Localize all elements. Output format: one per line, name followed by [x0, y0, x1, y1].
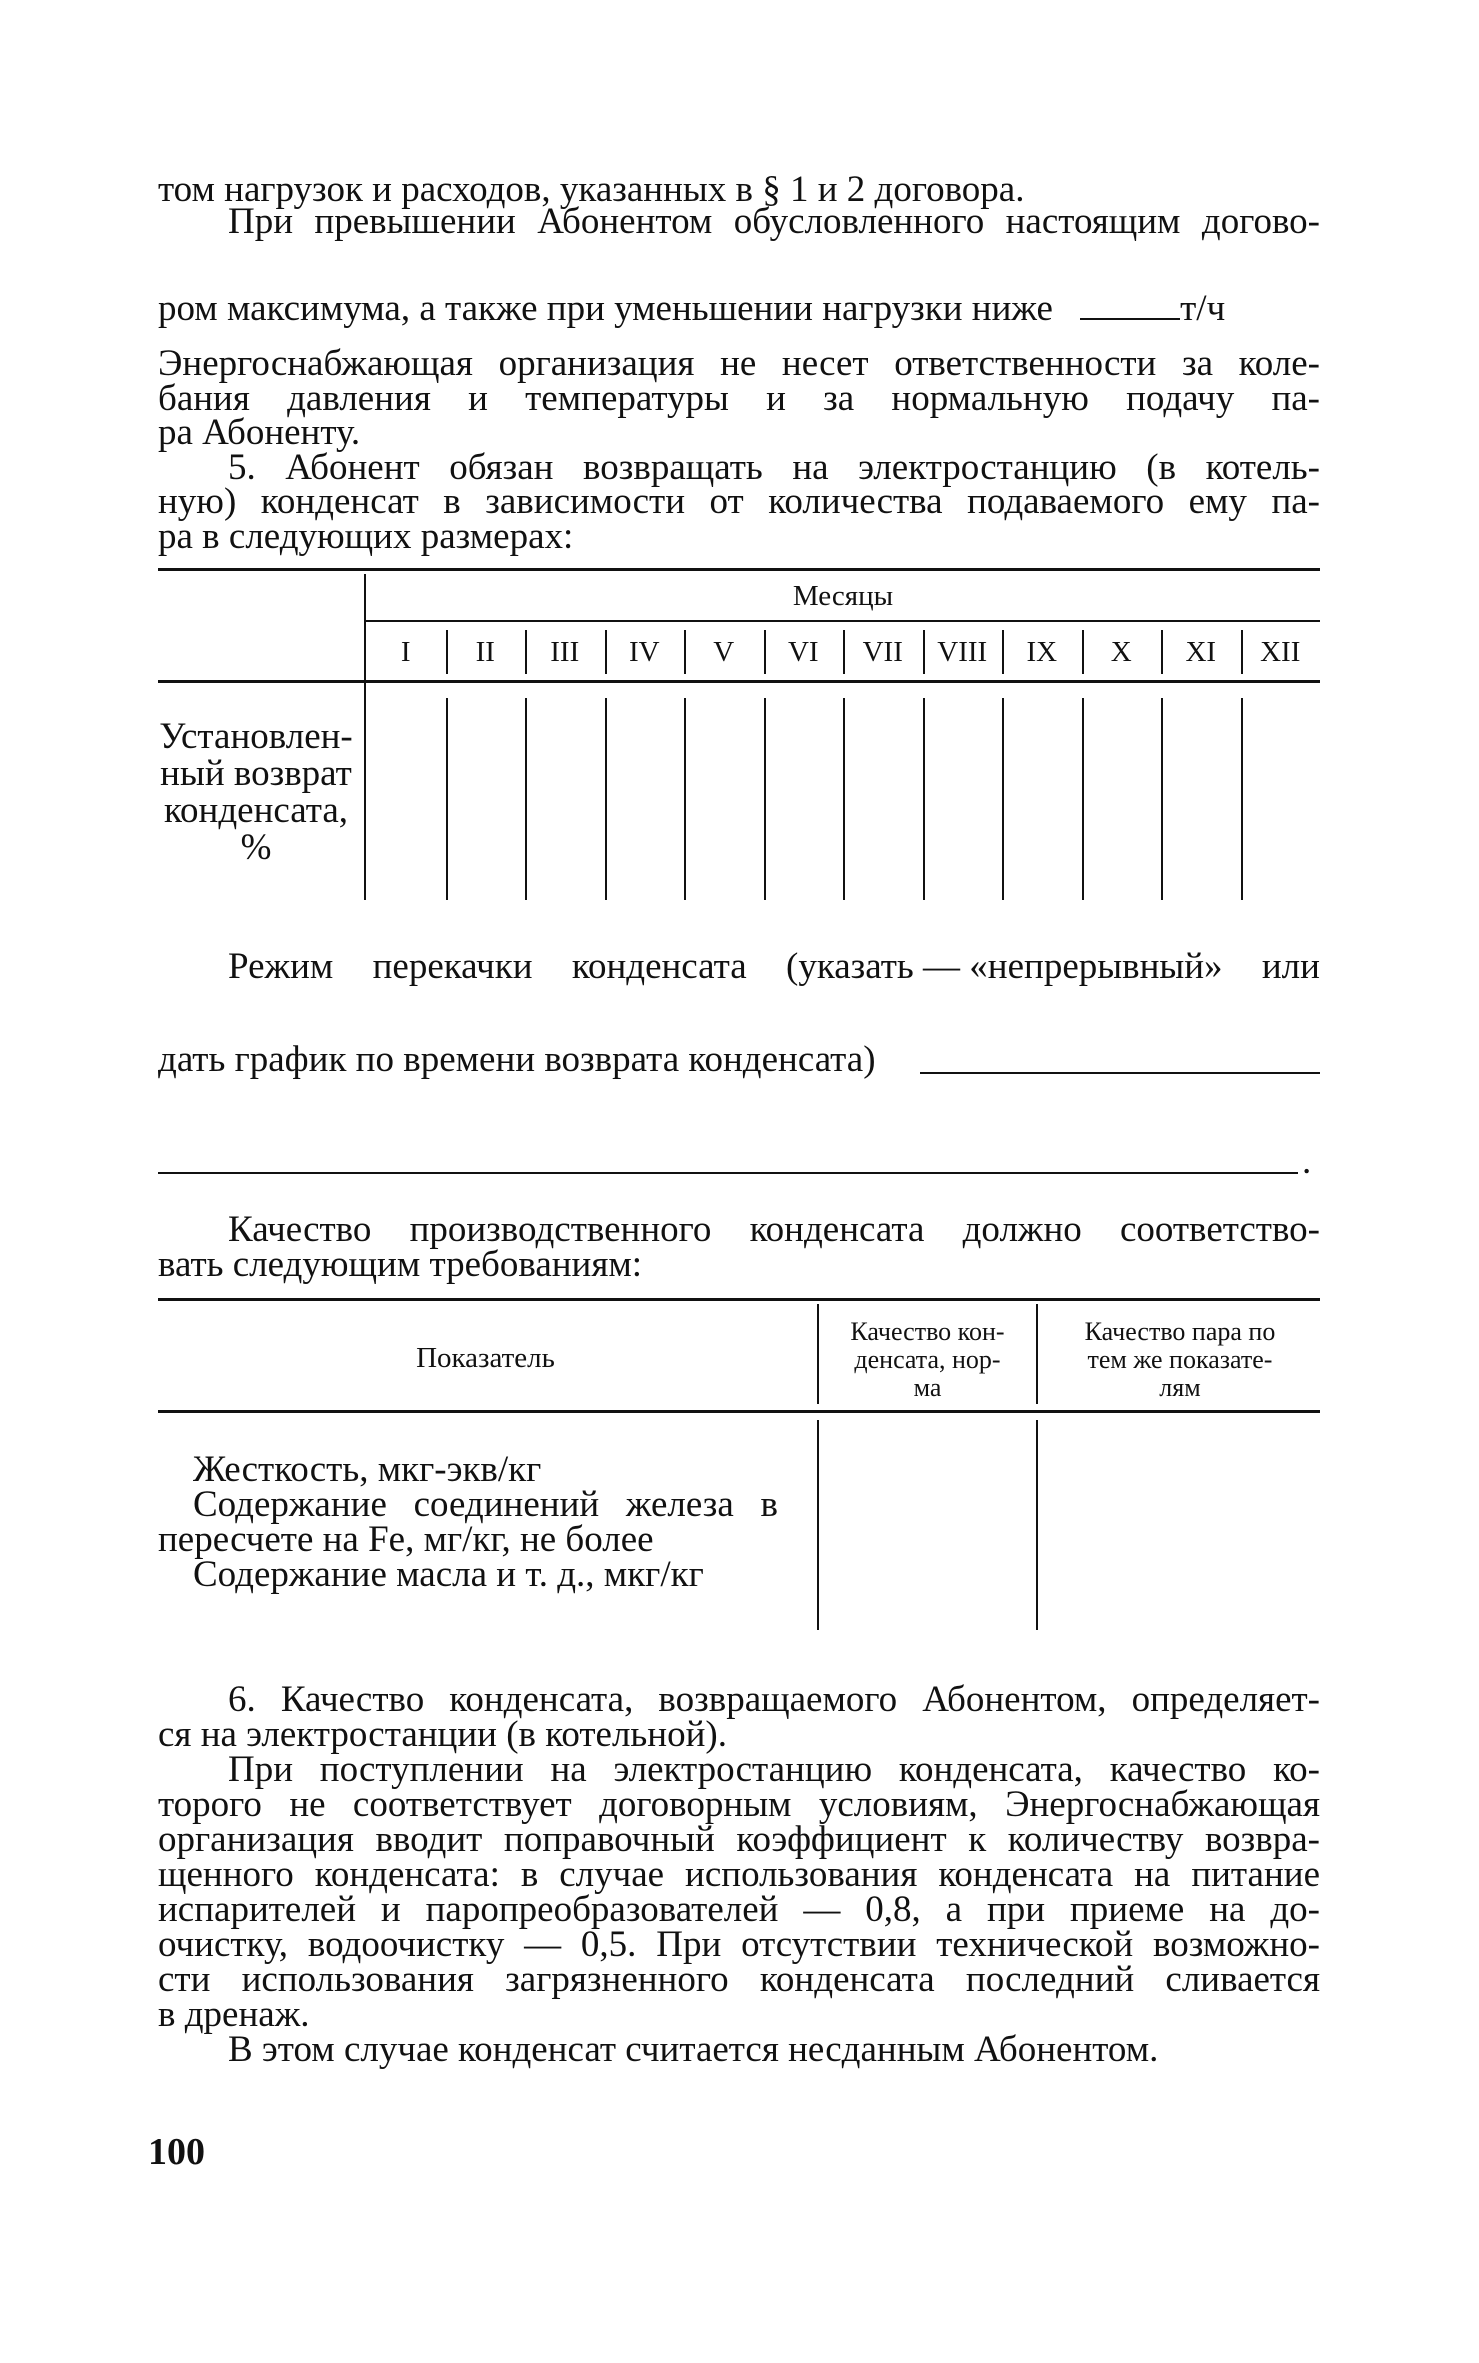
month-header: VI — [787, 636, 819, 668]
month-column-line — [684, 698, 686, 900]
text-line: ра Абоненту. — [158, 412, 361, 453]
text-line: При превышении Абонентом обусловленного настоящим догово- — [228, 201, 1320, 242]
month-column-line — [1082, 698, 1084, 900]
row-label-line: Установлен- — [159, 716, 353, 757]
header-line: лям — [1159, 1373, 1201, 1402]
text-line: При поступлении на электростанцию конденсата, качество ко- — [228, 1749, 1320, 1790]
month-column-line — [446, 698, 448, 900]
row-label-line: ный возврат — [160, 753, 352, 794]
text-line: том нагрузок и расходов, указанных в § 1 и 2 договора. — [158, 169, 1025, 210]
month-header: IV — [628, 636, 660, 668]
month-header: VIII — [937, 636, 988, 668]
month-column-line — [525, 698, 527, 900]
month-header: I — [400, 636, 411, 668]
table-row: Содержание масла и т. д., мкг/кг — [193, 1554, 704, 1595]
month-column-line — [1082, 630, 1084, 674]
fill-in-blank — [1080, 288, 1180, 320]
month-column-line — [1002, 698, 1004, 900]
month-header: VII — [862, 636, 903, 668]
text-fragment: (указать — «непрерывный» — [786, 946, 1223, 987]
month-header: XI — [1185, 636, 1217, 668]
fill-in-blank — [158, 1172, 1298, 1174]
month-column-line — [605, 698, 607, 900]
table-column-line — [364, 574, 366, 900]
month-column-line — [605, 630, 607, 674]
table-rule — [158, 1298, 1320, 1301]
text-line: ся на электростанции (в котельной). — [158, 1714, 727, 1755]
table-column-line — [817, 1304, 819, 1404]
text-line: сти использования загрязненного конденсата последний сливается — [158, 1959, 1320, 2000]
row-label — [150, 718, 362, 866]
table-row: Содержание соединений железа в — [193, 1484, 778, 1525]
month-column-line — [1241, 630, 1243, 674]
month-column-line — [764, 698, 766, 900]
text-fragment: Режим — [228, 946, 334, 987]
month-column-line — [923, 698, 925, 900]
months-group-header: Месяцы — [792, 580, 894, 612]
text-line: Энергоснабжающая организация не несет ответственности за коле- — [158, 343, 1320, 384]
month-header: X — [1110, 636, 1132, 668]
table-column-line — [1036, 1420, 1038, 1630]
text-line-with-blank — [158, 287, 1320, 331]
month-column-line — [1241, 698, 1243, 900]
month-header: II — [475, 636, 495, 668]
row-label-line: конденсата, — [163, 790, 349, 831]
text-fragment: . — [1302, 1141, 1312, 1182]
text-line: торого не соответствует договорным условиям, Энергоснабжающая — [158, 1784, 1320, 1825]
table-rule — [158, 568, 1320, 571]
header-line: ма — [913, 1373, 942, 1402]
table-rule — [158, 680, 1320, 683]
text-line: дать график по времени возврата конденсата) — [158, 1039, 876, 1080]
month-header: III — [550, 636, 580, 668]
text-line: вать следующим требованиям: — [158, 1244, 643, 1285]
table-rule — [158, 1410, 1320, 1413]
text-line: щенного конденсата: в случае использования конденсата на питание — [158, 1854, 1320, 1895]
table-row: Жесткость, мкг-экв/кг — [193, 1449, 542, 1490]
text-line: Качество производственного конденсата должно соответство- — [228, 1209, 1320, 1250]
fill-in-blank — [920, 1072, 1320, 1074]
text-fragment: или — [1261, 946, 1320, 987]
month-column-line — [764, 630, 766, 674]
month-header: V — [713, 636, 735, 668]
header-line: тем же показате- — [1087, 1345, 1273, 1374]
month-column-line — [1161, 630, 1163, 674]
text-line: очистку, водоочистку — 0,5. При отсутствии технической возможно- — [158, 1924, 1320, 1965]
month-column-line — [684, 630, 686, 674]
text-line: ную) конденсат в зависимости от количества подаваемого ему па- — [158, 481, 1320, 522]
month-column-line — [843, 630, 845, 674]
table-rule — [366, 620, 1320, 622]
month-column-line — [1002, 630, 1004, 674]
column-header-indicator: Показатель — [416, 1342, 555, 1374]
column-header-steam-quality — [1040, 1318, 1320, 1402]
month-column-line — [446, 630, 448, 674]
month-header: IX — [1026, 636, 1058, 668]
column-header-condensate-quality — [820, 1318, 1035, 1402]
text-line: бания давления и температуры и за нормальную подачу па- — [158, 378, 1320, 419]
month-column-line — [923, 630, 925, 674]
text-line: испарителей и паропреобразователей — 0,8, а при приеме на до- — [158, 1889, 1320, 1930]
header-line: Качество кон- — [850, 1317, 1005, 1346]
row-label-line: % — [240, 827, 272, 868]
text-fragment: конденсата — [571, 946, 747, 987]
text-fragment: ром максимума, а также при уменьшении нагрузки ниже — [158, 288, 1053, 329]
table-column-line — [1036, 1304, 1038, 1404]
text-line: В этом случае конденсат считается несданным Абонентом. — [228, 2029, 1159, 2070]
table-row: пересчете на Fe, мг/кг, не более — [158, 1519, 654, 1560]
month-column-line — [843, 698, 845, 900]
page-number: 100 — [148, 2131, 205, 2173]
month-column-line — [525, 630, 527, 674]
unit-label: т/ч — [1180, 288, 1226, 329]
month-header: XII — [1260, 636, 1301, 668]
text-line: 6. Качество конденсата, возвращаемого Абонентом, определяет- — [228, 1679, 1320, 1720]
text-line: в дренаж. — [158, 1994, 310, 2035]
text-line: ра в следующих размерах: — [158, 516, 574, 557]
text-line — [158, 945, 1320, 989]
header-line: Качество пара по — [1084, 1317, 1276, 1346]
month-column-line — [1161, 698, 1163, 900]
text-line: организация вводит поправочный коэффициент к количеству возвра- — [158, 1819, 1320, 1860]
text-line: 5. Абонент обязан возвращать на электростанцию (в котель- — [228, 447, 1320, 488]
header-line: денсата, нор- — [854, 1345, 1001, 1374]
table-column-line — [817, 1420, 819, 1630]
text-fragment: перекачки — [372, 946, 533, 987]
